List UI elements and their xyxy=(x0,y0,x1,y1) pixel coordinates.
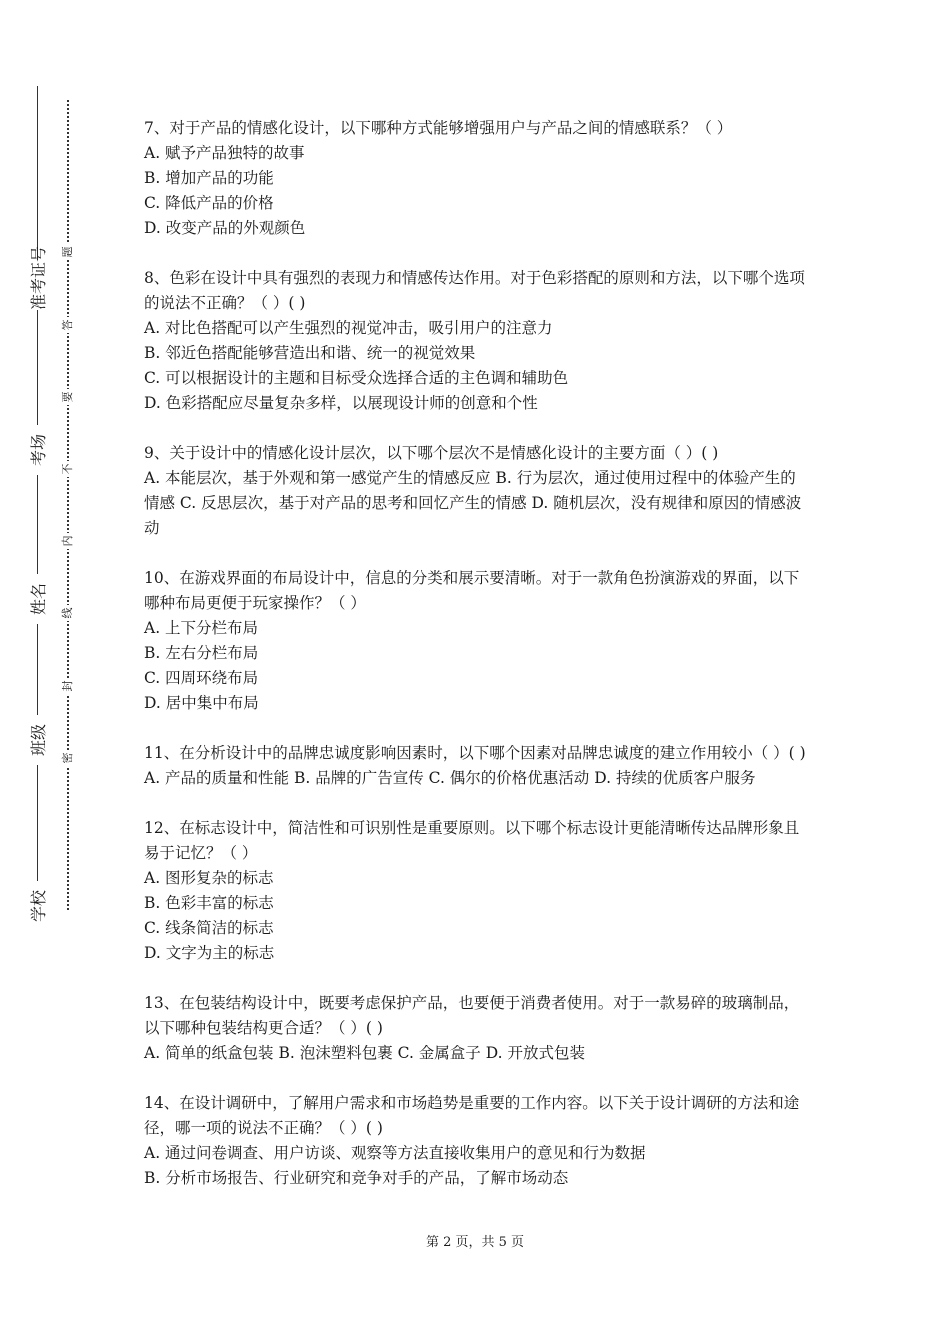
option-line: A. 图形复杂的标志 xyxy=(144,869,274,887)
option-line: A. 本能层次，基于外观和第一感觉产生的情感反应 B. 行为层次，通过使用过程中的体验产生的情感 C. 反思层次，基于对产品的思考和回忆产生的情感 D. 随机层次，没有规律和原因的情感波动 xyxy=(144,469,802,537)
question-9 xyxy=(144,441,808,541)
option-line: D. 改变产品的外观颜色 xyxy=(144,219,306,237)
exam-room-label: 考场 xyxy=(30,425,48,475)
binding-solid-line xyxy=(37,86,38,928)
option-line: C. 线条简洁的标志 xyxy=(144,919,274,937)
option-line: A. 通过问卷调查、用户访谈、观察等方法直接收集用户的意见和行为数据 xyxy=(144,1144,646,1162)
name-label: 姓名 xyxy=(30,574,48,624)
question-8 xyxy=(144,266,808,416)
question-13 xyxy=(144,991,808,1066)
option-line: B. 增加产品的功能 xyxy=(144,169,274,187)
question-stem: 14、在设计调研中，了解用户需求和市场趋势是重要的工作内容。以下关于设计调研的方法和途径，哪一项的说法不正确？（ ）( ) xyxy=(144,1094,800,1137)
seal-char: 封 xyxy=(61,678,75,694)
seal-char: 答 xyxy=(61,317,75,333)
question-stem: 10、在游戏界面的布局设计中，信息的分类和展示要清晰。对于一款角色扮演游戏的界面，以下哪种布局更便于玩家操作？（ ） xyxy=(144,569,800,612)
school-label: 学校 xyxy=(30,881,48,931)
option-line: B. 左右分栏布局 xyxy=(144,644,259,662)
option-line: A. 对比色搭配可以产生强烈的视觉冲击，吸引用户的注意力 xyxy=(144,319,553,337)
option-line: A. 产品的质量和性能 B. 品牌的广告宣传 C. 偶尔的价格优惠活动 D. 持续的优质客户服务 xyxy=(144,769,756,787)
option-line: A. 赋予产品独特的故事 xyxy=(144,144,305,162)
option-line: B. 色彩丰富的标志 xyxy=(144,894,274,912)
seal-char: 线 xyxy=(61,605,75,621)
option-line: D. 居中集中布局 xyxy=(144,694,259,712)
seal-char: 题 xyxy=(61,244,75,260)
seal-dotted-line xyxy=(67,100,69,910)
exam-number-label: 准考证号 xyxy=(29,245,48,310)
option-line: B. 分析市场报告、行业研究和竞争对手的产品，了解市场动态 xyxy=(144,1169,569,1187)
seal-char: 要 xyxy=(61,389,75,405)
question-stem: 13、在包装结构设计中，既要考虑保护产品，也要便于消费者使用。对于一款易碎的玻璃制品，以下哪种包装结构更合适？（ ）( ) xyxy=(144,994,800,1037)
binding-margin xyxy=(0,0,110,1344)
class-label: 班级 xyxy=(30,715,48,765)
question-10 xyxy=(144,566,808,716)
option-line: D. 文字为主的标志 xyxy=(144,944,275,962)
option-line: D. 色彩搭配应尽量复杂多样，以展现设计师的创意和个性 xyxy=(144,394,538,412)
seal-char: 不 xyxy=(61,461,75,477)
page-number: 第 2 页，共 5 页 xyxy=(425,1235,525,1250)
question-7 xyxy=(144,116,808,241)
option-line: A. 简单的纸盒包装 B. 泡沫塑料包裹 C. 金属盒子 D. 开放式包装 xyxy=(144,1044,585,1062)
question-list xyxy=(144,116,808,1216)
question-stem: 7、对于产品的情感化设计，以下哪种方式能够增强用户与产品之间的情感联系？（ ） xyxy=(144,119,733,137)
question-stem: 8、色彩在设计中具有强烈的表现力和情感传达作用。对于色彩搭配的原则和方法，以下哪个选项的说法不正确？（ ）( ) xyxy=(144,269,805,312)
option-line: B. 邻近色搭配能够营造出和谐、统一的视觉效果 xyxy=(144,344,476,362)
question-stem: 12、在标志设计中，简洁性和可识别性是重要原则。以下哪个标志设计更能清晰传达品牌形象且易于记忆？（ ） xyxy=(144,819,800,862)
option-line: A. 上下分栏布局 xyxy=(144,619,259,637)
question-12 xyxy=(144,816,808,966)
seal-char: 密 xyxy=(61,750,75,766)
question-11 xyxy=(144,741,808,791)
option-line: C. 四周环绕布局 xyxy=(144,669,259,687)
question-stem: 9、关于设计中的情感化设计层次，以下哪个层次不是情感化设计的主要方面（ ）( ) xyxy=(144,444,719,462)
question-14 xyxy=(144,1091,808,1191)
option-line: C. 可以根据设计的主题和目标受众选择合适的主色调和辅助色 xyxy=(144,369,569,387)
option-line: C. 降低产品的价格 xyxy=(144,194,274,212)
question-stem: 11、在分析设计中的品牌忠诚度影响因素时，以下哪个因素对品牌忠诚度的建立作用较小（ ）( ) xyxy=(144,744,806,762)
seal-char: 内 xyxy=(61,533,75,549)
